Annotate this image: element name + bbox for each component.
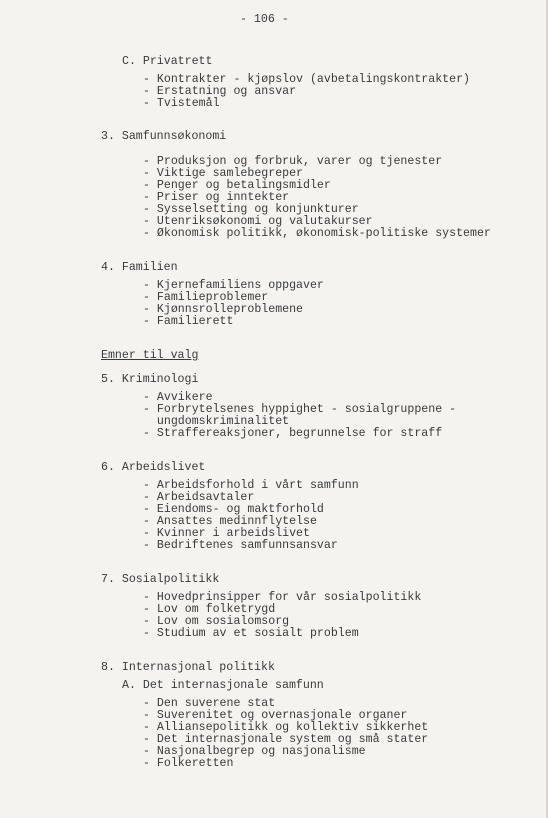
list-item: - Straffereaksjoner, begrunnelse for straff [143,427,443,440]
section-heading: 6. Arbeidslivet [101,461,206,474]
list-item: - Folkeretten [143,757,234,770]
section-heading: 4. Familien [101,261,178,274]
list-item: ungdomskriminalitet [143,415,290,428]
section-heading: 5. Kriminologi [101,373,199,386]
list-item: - Suverenitet og overnasjonale organer [143,709,408,722]
list-item: - Forbrytelsenes hyppighet - sosialgruppene - [143,403,457,416]
list-item: - Arbeidsforhold i vårt samfunn [143,479,359,492]
page-number: - 106 - [240,13,289,26]
list-item: - Bedriftenes samfunnsansvar [143,539,338,552]
section-heading: A. Det internasjonale samfunn [122,679,324,692]
list-item: - Alliansepolitikk og kollektiv sikkerhet [143,721,429,734]
list-item: - Arbeidsavtaler [143,491,255,504]
list-item: - Penger og betalingsmidler [143,179,331,192]
list-item: - Ansattes medinnflytelse [143,515,317,528]
list-item: - Sysselsetting og konjunkturer [143,203,359,216]
section-heading: 8. Internasjonal politikk [101,661,275,674]
subheading-underlined: Emner til valg [101,349,199,362]
list-item: - Avvikere [143,391,213,404]
list-item: - Lov om sosialomsorg [143,615,290,628]
list-item: - Eiendoms- og maktforhold [143,503,324,516]
list-item: - Kontrakter - kjøpslov (avbetalingskontrakter) [143,73,470,86]
list-item: - Studium av et sosialt problem [143,627,359,640]
list-item: - Den suverene stat [143,697,276,710]
list-item: - Kvinner i arbeidslivet [143,527,310,540]
list-item: - Produksjon og forbruk, varer og tjenester [143,155,443,168]
list-item: - Tvistemål [143,97,220,110]
list-item: - Familieproblemer [143,291,269,304]
list-item: - Det internasjonale system og små stater [143,733,429,746]
list-item: - Kjernefamiliens oppgaver [143,279,324,292]
list-item: - Nasjonalbegrep og nasjonalisme [143,745,366,758]
list-item: - Hovedprinsipper for vår sosialpolitikk [143,591,422,604]
list-item: - Utenriksøkonomi og valutakurser [143,215,373,228]
list-item: - Priser og inntekter [143,191,290,204]
list-item: - Økonomisk politikk, økonomisk-politiske systemer [143,227,491,240]
list-item: - Familierett [143,315,234,328]
list-item: - Viktige samlebegreper [143,167,304,180]
list-item: - Erstatning og ansvar [143,85,297,98]
list-item: - Kjønnsrolleproblemene [143,303,304,316]
section-heading: C. Privatrett [122,55,213,68]
section-heading: 7. Sosialpolitikk [101,573,220,586]
section-heading: 3. Samfunnsøkonomi [101,130,227,143]
list-item: - Lov om folketrygd [143,603,276,616]
